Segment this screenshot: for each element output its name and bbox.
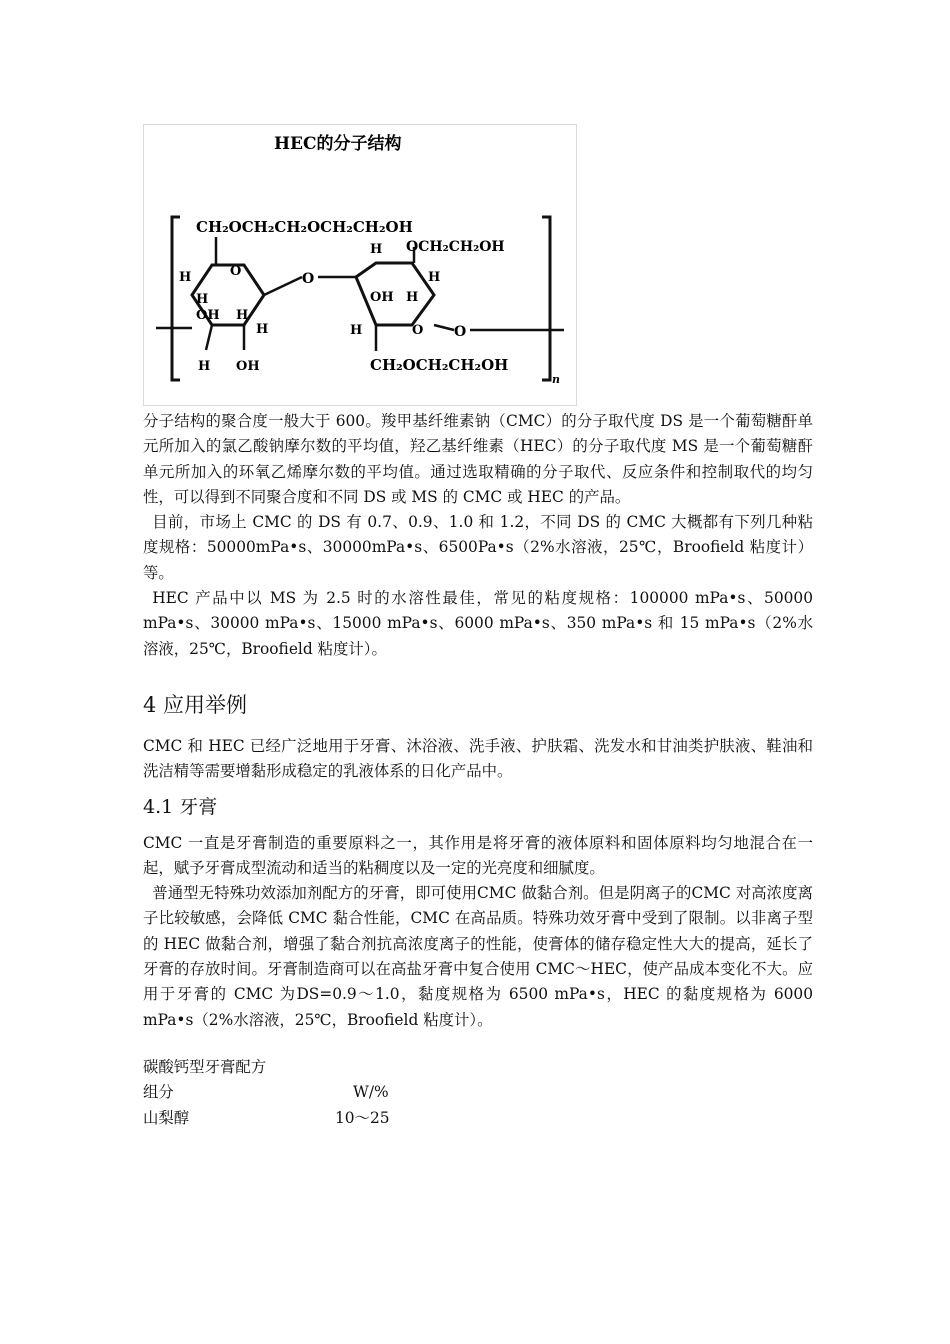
top-chain-label: CH₂OCH₂CH₂OCH₂CH₂OH xyxy=(196,218,413,236)
formula-cell-weight: 10～25 xyxy=(335,1108,390,1127)
right-h-top: H xyxy=(370,242,383,257)
paragraph-hec-viscosity: HEC 产品中以 MS 为 2.5 时的水溶性最佳，常见的粘度规格：100000 mPa•s、50000 mPa•s、30000 mPa•s、15000 mPa•s、6000 mPa•s、350 mPa•s 和 15 mPa•s（2%水溶液，25℃，Broofield 粘度计）。 xyxy=(143,589,813,658)
left-oh-bottom: OH xyxy=(236,359,260,374)
left-ring-oxygen: O xyxy=(230,264,242,279)
formula-header-component: 组分 xyxy=(143,1083,174,1102)
paragraph-toothpaste-1: CMC 一直是牙膏制造的重要原料之一，其作用是将牙膏的液体原料和固体原料均匀地混合在一起，赋予牙膏成型流动和适当的粘稠度以及一定的光亮度和细腻度。 xyxy=(143,833,813,877)
formula-header-weight: W/% xyxy=(353,1083,389,1102)
section-heading-4-1: 4.1 牙膏 xyxy=(143,795,218,818)
right-oh: OH xyxy=(370,290,394,305)
formula-title: 碳酸钙型牙膏配方 xyxy=(143,1057,267,1076)
formula-table xyxy=(143,1055,813,1131)
paragraph-application-intro: CMC 和 HEC 已经广泛地用于牙膏、沐浴液、洗手液、护肤霜、洗发水和甘油类护肤液、鞋油和洗洁精等需要增黏形成稳定的乳液体系的日化产品中。 xyxy=(143,736,813,781)
paragraph-cmc-viscosity: 目前，市场上 CMC 的 DS 有 0.7、0.9、1.0 和 1.2，不同 DS 的 CMC 大概都有下列几种粘度规格：50000mPa•s、30000mPa•s、6500Pa•s（2%水溶液，25℃，Broofield 粘度计）等。 xyxy=(143,513,813,582)
right-bracket xyxy=(542,217,550,380)
glycosidic-oxygen: O xyxy=(302,271,315,287)
left-bracket xyxy=(172,217,180,380)
section-heading-4: 4 应用举例 xyxy=(143,692,248,717)
left-h-1: H xyxy=(179,270,192,285)
left-oh-ring: OH xyxy=(196,308,220,323)
figure-title: HEC的分子结构 xyxy=(274,134,402,154)
table-row xyxy=(143,1106,813,1131)
formula-cell-component: 山梨醇 xyxy=(143,1108,190,1127)
right-h-2: H xyxy=(406,290,419,305)
formula-header-row xyxy=(143,1080,813,1105)
right-h-3: H xyxy=(350,323,363,338)
hec-structure-diagram xyxy=(144,125,576,405)
paragraph-toothpaste-2: 普通型无特殊功效添加剂配方的牙膏，即可使用CMC 做黏合剂。但是阴离子的CMC 对高浓度离子比较敏感，会降低 CMC 黏合性能，CMC 在高品质。特殊功效牙膏中受到了限制。以非离子型的 HEC 做黏合剂，增强了黏合剂抗高浓度离子的性能，使膏体的储存稳定性大大的提高，延长了牙膏的存放时间。牙膏制造商可以在高盐牙膏中复合使用 CMC～HEC，使产品成本变化不大。应用于牙膏的 CMC 为DS=0.9～1.0，黏度规格为 6500 mPa•s，HEC 的黏度规格为 6000 mPa•s（2%水溶液，25℃，Broofield 粘度计）。 xyxy=(143,884,813,1029)
subscript-n: n xyxy=(552,373,560,386)
side-chain-label: OCH₂CH₂OH xyxy=(406,239,505,255)
right-chain-oxygen: O xyxy=(454,324,467,340)
left-h-3: H xyxy=(236,308,249,323)
paragraph-structure: 分子结构的聚合度一般大于 600。羧甲基纤维素钠（CMC）的分子取代度 DS 是一个葡萄糖酐单元所加入的氯乙酸钠摩尔数的平均值，羟乙基纤维素（HEC）的分子取代度 MS 是一个葡萄糖酐单元所加入的环氧乙烯摩尔数的平均值。通过选取精确的分子取代、反应条件和控制取代的均匀性，可以得到不同聚合度和不同 DS 或 MS 的 CMC 或 HEC 的产品。 xyxy=(143,412,813,506)
left-h-2: H xyxy=(196,292,209,307)
left-h-4: H xyxy=(256,322,269,337)
document-body xyxy=(143,409,813,1131)
hec-structure-figure xyxy=(143,124,577,406)
bottom-chain-label: CH₂OCH₂CH₂OH xyxy=(370,356,509,374)
right-h-1: H xyxy=(428,270,441,285)
right-glucose-ring xyxy=(356,263,434,325)
right-ring-oxygen: O xyxy=(412,323,424,338)
left-h-bottom: H xyxy=(198,359,211,374)
